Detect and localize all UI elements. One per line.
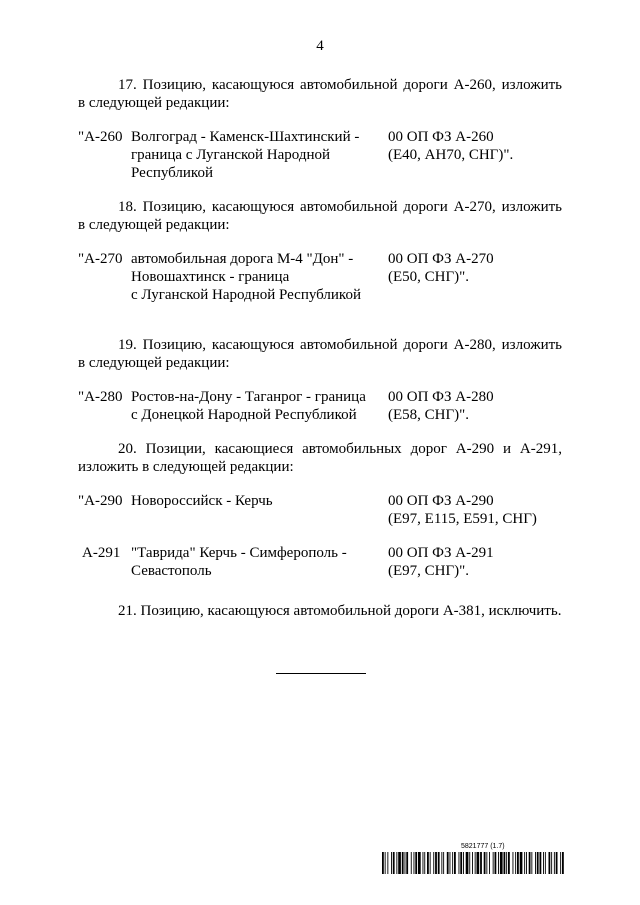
road-registry: [388, 492, 568, 528]
road-code: "А-260: [78, 129, 123, 145]
road-registry-line: 00 ОП ФЗ А-270: [388, 251, 494, 267]
road-entry-a291: [0, 544, 640, 584]
barcode-bar: [382, 852, 384, 874]
barcode-image: [382, 852, 564, 874]
barcode-bar: [480, 852, 482, 874]
barcode-bar: [385, 852, 386, 874]
barcode-bar: [551, 852, 552, 874]
barcode-bar: [486, 852, 487, 874]
barcode-bar: [411, 852, 412, 874]
barcode-bar: [556, 852, 558, 874]
barcode-bar: [545, 852, 546, 874]
road-description-line: Севастополь: [131, 563, 212, 579]
barcode-bar: [535, 852, 536, 874]
barcode-bar: [477, 852, 480, 874]
barcode-bar: [418, 852, 421, 874]
barcode-bar: [529, 852, 531, 874]
paragraph-line: в следующей редакции:: [78, 355, 230, 371]
barcode-bar: [554, 852, 555, 874]
barcode-bar: [495, 852, 497, 874]
paragraph-line: 21. Позицию, касающуюся автомобильной дороги А-381, исключить.: [118, 603, 562, 619]
paragraph-item-19: [78, 336, 562, 372]
barcode-bar: [469, 852, 470, 874]
barcode-bar: [513, 852, 514, 874]
barcode-bar: [424, 852, 425, 874]
barcode-bar: [459, 852, 460, 874]
paragraph-line: 19. Позицию, касающуюся автомобильной дороги А-280, изложить: [118, 337, 562, 353]
road-registry: [388, 388, 568, 424]
barcode-bar: [391, 852, 392, 874]
barcode-bar: [524, 852, 525, 874]
barcode-bar: [443, 852, 444, 874]
barcode-bar: [460, 852, 462, 874]
road-description-line: автомобильная дорога М-4 "Дон" -: [131, 251, 354, 267]
road-description: [131, 544, 381, 580]
barcode-bar: [560, 852, 561, 874]
barcode-bar: [433, 852, 434, 874]
paragraph-item-17: [78, 76, 562, 112]
barcode-bar: [526, 852, 527, 874]
road-description-line: Республикой: [131, 165, 213, 181]
barcode-bar: [466, 852, 469, 874]
road-registry-line: 00 ОП ФЗ А-280: [388, 389, 494, 405]
road-description-line: Волгоград - Каменск-Шахтинский -: [131, 129, 360, 145]
barcode-bar: [562, 852, 564, 874]
road-code: А-291: [82, 545, 121, 561]
barcode-bar: [506, 852, 507, 874]
barcode-bar: [508, 852, 510, 874]
barcode-bar: [520, 852, 523, 874]
barcode-bar: [454, 852, 456, 874]
paragraph-item-20: [78, 440, 562, 476]
closing-rule: [276, 673, 366, 674]
barcode-bar: [484, 852, 486, 874]
road-registry: [388, 250, 568, 286]
barcode-bar: [415, 852, 417, 874]
barcode-bar: [515, 852, 516, 874]
barcode-bar: [531, 852, 532, 874]
road-description-line: граница с Луганской Народной: [131, 147, 331, 163]
paragraph-item-18: [78, 198, 562, 234]
road-registry-line: 00 ОП ФЗ А-260: [388, 129, 494, 145]
barcode-bar: [504, 852, 506, 874]
paragraph-item-21: [78, 602, 562, 620]
road-registry: [388, 544, 568, 580]
road-registry-line: (Е50, СНГ)".: [388, 269, 470, 285]
road-registry-line: (Е97, СНГ)".: [388, 563, 470, 579]
road-description-line: "Таврида" Керчь - Симферополь -: [131, 545, 347, 561]
paragraph-line: 20. Позиции, касающиеся автомобильных дорог А-290 и А-291,: [118, 441, 562, 457]
barcode-bar: [435, 852, 437, 874]
road-description: [131, 128, 381, 182]
barcode-bar: [423, 852, 424, 874]
barcode-bar: [500, 852, 503, 874]
barcode-bar: [540, 852, 542, 874]
paragraph-line: в следующей редакции:: [78, 217, 230, 233]
barcode-bar: [430, 852, 431, 874]
road-description: [131, 388, 381, 424]
barcode-bar: [543, 852, 544, 874]
road-registry-line: 00 ОП ФЗ А-291: [388, 545, 494, 561]
barcode-bar: [393, 852, 395, 874]
road-entry-a290: [0, 492, 640, 532]
barcode-bar: [427, 852, 429, 874]
road-description: [131, 250, 381, 304]
barcode-bar: [441, 852, 442, 874]
barcode-bar: [398, 852, 401, 874]
barcode-bar: [402, 852, 404, 874]
barcode-bar: [406, 852, 408, 874]
road-description: [131, 492, 381, 510]
barcode-bar: [498, 852, 499, 874]
barcode-bar: [396, 852, 397, 874]
barcode-bar: [447, 852, 449, 874]
barcode-bar: [438, 852, 440, 874]
road-registry-line: (Е58, СНГ)".: [388, 407, 470, 423]
barcode-bar: [475, 852, 476, 874]
road-description-line: с Луганской Народной Республикой: [131, 287, 361, 303]
road-registry: [388, 128, 568, 164]
road-code: "А-290: [78, 493, 123, 509]
road-description-line: с Донецкой Народной Республикой: [131, 407, 357, 423]
barcode-bar: [489, 852, 490, 874]
barcode-bar: [472, 852, 473, 874]
barcode-bar: [405, 852, 406, 874]
barcode-bar: [549, 852, 551, 874]
road-description-line: Ростов-на-Дону - Таганрог - граница: [131, 389, 366, 405]
road-entry-a280: [0, 388, 640, 428]
road-registry-line: (Е97, Е115, Е591, СНГ): [388, 511, 537, 527]
barcode-bar: [463, 852, 464, 874]
paragraph-line: в следующей редакции:: [78, 95, 230, 111]
barcode-bar: [387, 852, 388, 874]
road-description-line: Новороссийск - Керчь: [131, 493, 273, 509]
paragraph-line: 17. Позицию, касающуюся автомобильной дороги А-260, изложить: [118, 77, 562, 93]
road-registry-line: (Е40, АН70, СНГ)".: [388, 147, 514, 163]
barcode-bar: [452, 852, 453, 874]
road-entry-a260: [0, 128, 640, 188]
barcode-bar: [537, 852, 539, 874]
barcode-bar: [414, 852, 415, 874]
road-code: "А-270: [78, 251, 123, 267]
paragraph-line: 18. Позицию, касающуюся автомобильной дороги А-270, изложить: [118, 199, 562, 215]
road-code: "А-280: [78, 389, 123, 405]
paragraph-line: изложить в следующей редакции:: [78, 459, 294, 475]
road-registry-line: 00 ОП ФЗ А-290: [388, 493, 494, 509]
barcode-bar: [517, 852, 519, 874]
barcode-bar: [493, 852, 494, 874]
road-description-line: Новошахтинск - граница: [131, 269, 290, 285]
barcode-number: 5821777 (1.7): [461, 843, 505, 850]
barcode-bar: [450, 852, 451, 874]
page-number: 4: [316, 38, 324, 54]
road-entry-a270: [0, 250, 640, 310]
